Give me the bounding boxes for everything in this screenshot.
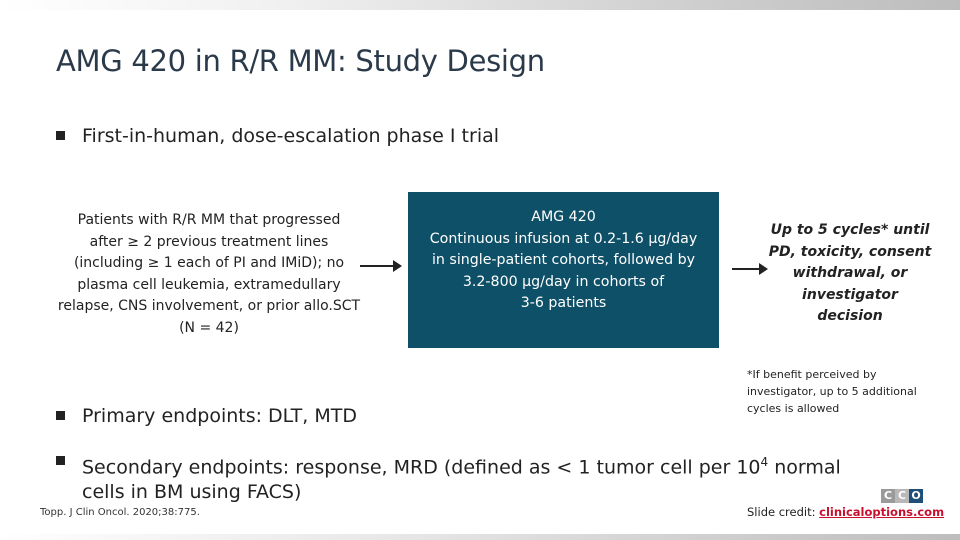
patients-line: (including ≥ 1 each of PI and IMiD); no <box>73 255 345 271</box>
patients-line: relapse, CNS involvement, or prior allo.SCT <box>57 298 361 314</box>
footnote-line: cycles is allowed <box>747 402 840 415</box>
patients-line: plasma cell leukemia, extramedullary <box>77 276 341 293</box>
drug-line: AMG 420 <box>531 209 596 225</box>
bullet-secondary-endpoints <box>56 450 896 505</box>
outcome-line: withdrawal, or <box>792 265 908 281</box>
patients-criteria <box>50 210 368 339</box>
footnote-line: investigator, up to 5 additional <box>747 385 917 398</box>
patients-line: after ≥ 2 previous treatment lines <box>89 233 329 250</box>
secondary-line1: Secondary endpoints: response, MRD (defined as < 1 tumor cell per 10 <box>82 456 761 479</box>
bullet-primary-endpoints <box>56 405 357 427</box>
logo-letter-c2: C <box>895 489 909 503</box>
footnote-line: *If benefit perceived by <box>747 368 877 381</box>
arrow-right-icon <box>732 268 766 270</box>
arrow-right-icon <box>360 265 400 267</box>
bullet-trial <box>56 125 499 147</box>
logo-letter-o: O <box>909 489 923 503</box>
secondary-superscript: 4 <box>760 455 769 469</box>
patients-line: Patients with R/R MM that progressed <box>77 212 341 228</box>
patients-line: (N = 42) <box>179 319 239 336</box>
footnote <box>747 366 937 417</box>
bottom-gradient-bar <box>0 534 960 540</box>
bullet-secondary-text <box>82 450 841 505</box>
drug-line: in single-patient cohorts, followed by <box>431 252 695 268</box>
slide-credit <box>747 505 944 519</box>
treatment-duration <box>768 220 932 328</box>
secondary-line1-end: normal <box>768 456 841 479</box>
bullet-square-icon <box>56 456 65 465</box>
bullet-trial-text: First-in-human, dose-escalation phase I trial <box>82 125 500 147</box>
bullet-square-icon <box>56 411 65 420</box>
cco-logo <box>881 489 923 503</box>
logo-letter-c1: C <box>881 489 895 503</box>
outcome-line: investigator decision <box>802 286 898 324</box>
citation: Topp. J Clin Oncol. 2020;38:775. <box>40 507 200 518</box>
secondary-line2: cells in BM using FACS) <box>82 481 302 504</box>
bullet-primary-text: Primary endpoints: DLT, MTD <box>82 405 357 427</box>
drug-line: 3-6 patients <box>520 295 607 311</box>
top-gradient-bar <box>0 0 960 10</box>
outcome-line: PD, toxicity, consent <box>768 243 932 260</box>
credit-label: Slide credit: <box>747 505 820 519</box>
credit-link[interactable]: clinicaloptions.com <box>819 505 945 519</box>
slide-title: AMG 420 in R/R MM: Study Design <box>56 44 545 78</box>
outcome-line: Up to 5 cycles* until <box>770 222 930 238</box>
drug-line: Continuous infusion at 0.2-1.6 µg/day <box>429 230 698 247</box>
drug-dosing-box <box>408 192 719 348</box>
drug-line: 3.2-800 µg/day in cohorts of <box>462 273 665 290</box>
bullet-square-icon <box>56 131 65 140</box>
